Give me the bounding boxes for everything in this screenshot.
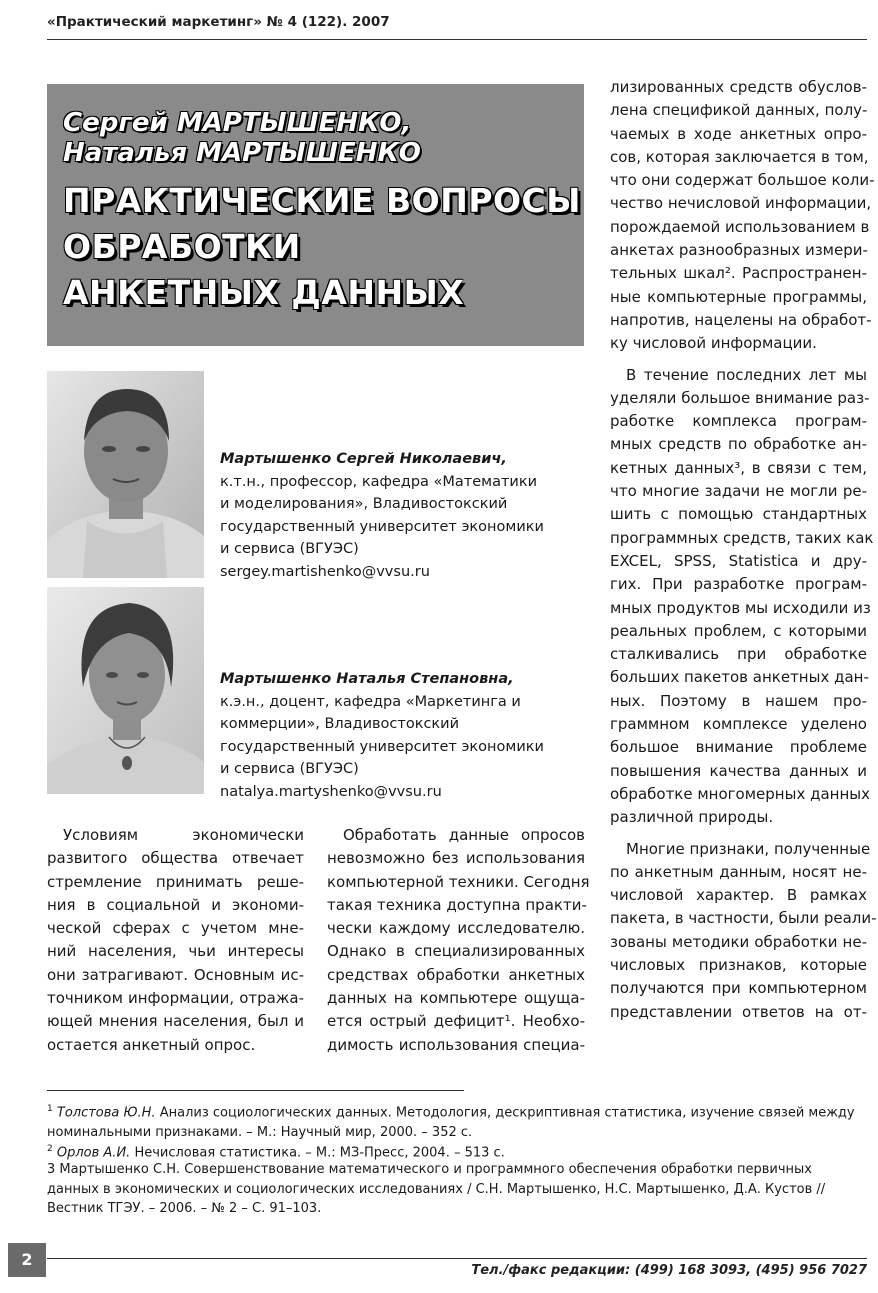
footnote-rule — [47, 1090, 464, 1091]
text-line: тельных шкал². Распространен- — [610, 264, 867, 283]
body-column-2 — [327, 824, 590, 1057]
text-line: такая техника доступна практи- — [327, 895, 587, 914]
footer-rule — [47, 1258, 867, 1259]
text-line: EXCEL, SPSS, Statistica и дру- — [610, 551, 867, 570]
text-line: повышения качества данных и — [610, 761, 867, 780]
editorial-contact: Тел./факс редакции: (499) 168 3093, (495) 956 7027 — [471, 1263, 867, 1278]
page-number: 2 — [8, 1243, 46, 1277]
text-line: работке комплекса програм- — [610, 412, 867, 431]
author-photo-1 — [47, 371, 204, 578]
author-2-line: и сервиса (ВГУЭС) — [220, 761, 359, 777]
author-bio-2 — [220, 668, 560, 803]
footnote-1-text: Анализ социологических данных. Методология, дескриптивная статистика, изучение связей между номинальными признаками. – М.: Научный мир, 2000. – 352 с. — [47, 1105, 855, 1140]
journal-header: «Практический маркетинг» № 4 (122). 2007 — [47, 14, 390, 30]
footnote-2-text: Нечисловая статистика. – М.: МЗ-Пресс, 2004. – 513 с. — [130, 1145, 505, 1161]
author-bio-1 — [220, 448, 560, 583]
text-line: средствах обработки анкетных — [327, 965, 585, 984]
author-1-email: sergey.martishenko@vvsu.ru — [220, 563, 430, 580]
text-line: невозможно без использования — [327, 849, 585, 868]
author-1-line: государственный университет экономики — [220, 518, 544, 535]
text-line: гих. При разработке програм- — [610, 575, 867, 594]
text-line: сов, которая заключается в том, — [610, 147, 869, 166]
text-line: что они содержат большое коли- — [610, 171, 875, 190]
footnote-1-number: 1 — [47, 1104, 53, 1114]
text-line: шить с помощью стандартных — [610, 505, 867, 524]
title-author-1: Сергей МАРТЫШЕНКО, — [63, 108, 412, 138]
title-block — [47, 84, 584, 346]
text-line: кетных данных³, в связи с тем, — [610, 458, 867, 477]
text-line: мных продуктов мы исходили из — [610, 598, 871, 617]
author-2-line: государственный университет экономики — [220, 738, 544, 755]
author-2-name: Мартышенко Наталья Степановна, — [220, 671, 514, 687]
author-1-line: к.т.н., профессор, кафедра «Математики — [220, 473, 538, 490]
article-title-line-3: АНКЕТНЫХ ДАННЫХ — [63, 273, 465, 312]
title-author-2: Наталья МАРТЫШЕНКО — [63, 138, 421, 168]
text-line: программных средств, таких как — [610, 528, 874, 547]
text-line: В течение последних лет мы — [626, 365, 867, 384]
text-line: они затрагивают. Основным ис- — [47, 965, 304, 984]
text-line: мных средств по обработке ан- — [610, 435, 867, 454]
body-column-1 — [47, 824, 304, 1057]
text-line: ные компьютерные программы, — [610, 287, 867, 306]
text-line: Обработать данные опросов — [343, 826, 585, 844]
text-line: данных на компьютере ощуща- — [327, 989, 585, 1008]
footnote-1 — [47, 1100, 867, 1142]
author-1-line: и моделирования», Владивостокский — [220, 496, 508, 512]
text-line: обработке многомерных данных — [610, 784, 870, 803]
text-line: представлении ответов на от- — [610, 1002, 867, 1021]
text-line: напротив, нацелены на обработ- — [610, 310, 872, 329]
text-line: Многие признаки, полученные — [626, 839, 871, 858]
text-line: ний населения, чьи интересы — [47, 942, 304, 961]
footnote-1-author: Толстова Ю.Н. — [56, 1105, 156, 1121]
text-line: лена спецификой данных, полу- — [610, 101, 868, 120]
text-line: числовой характер. В рамках — [610, 886, 867, 905]
text-line: большое внимание проблеме — [610, 738, 867, 757]
text-line: остается анкетный опрос. — [47, 1035, 256, 1054]
text-line: ется острый дефицит¹. Необхо- — [327, 1012, 585, 1031]
text-line: числовых признаков, которые — [610, 955, 867, 974]
author-1-name: Мартышенко Сергей Николаевич, — [220, 451, 507, 467]
text-line: различной природы. — [610, 808, 774, 827]
text-line: зованы методики обработки не- — [610, 932, 867, 951]
text-line: чество нечисловой информации, — [610, 194, 872, 213]
text-line: чески каждому исследователю. — [327, 919, 585, 938]
text-line: ку числовой информации. — [610, 334, 817, 353]
text-line: Условиям экономически — [63, 826, 304, 844]
text-line: развитого общества отвечает — [47, 849, 304, 868]
author-2-email: natalya.martyshenko@vvsu.ru — [220, 783, 442, 800]
footnote-3 — [47, 1160, 867, 1219]
text-line: граммном комплексе уделено — [610, 715, 867, 734]
text-line: лизированных средств обуслов- — [610, 78, 867, 96]
text-line: Однако в специализированных — [327, 942, 585, 961]
text-line: точником информации, отража- — [47, 989, 304, 1008]
text-line: ния в социальной и экономи- — [47, 895, 304, 914]
article-title-line-1: ПРАКТИЧЕСКИЕ ВОПРОСЫ — [63, 181, 581, 220]
text-line: ющей мнения населения, был и — [47, 1012, 304, 1031]
text-line: что многие задачи не могли ре- — [610, 482, 867, 501]
text-line: сталкивались при обработке — [610, 645, 867, 664]
footnote-3-text: 3 Мартышенко С.Н. Совершенствование математического и программного обеспечения обработки первичных данных в экономических и социологических исследованиях / С.Н. Мартышенко, Н.С. Мартышенко, Д.А. Кустов // Вестник ТГЭУ. – 2006. – № 2 – С. 91–103. — [47, 1162, 826, 1216]
text-line: компьютерной техники. Сегодня — [327, 872, 590, 891]
text-line: больших пакетов анкетных дан- — [610, 668, 869, 687]
text-line: ных. Поэтому в нашем про- — [610, 691, 867, 710]
author-2-line: коммерции», Владивостокский — [220, 716, 460, 732]
footnote-2-author: Орлов А.И. — [56, 1145, 131, 1161]
text-line: порождаемой использованием в — [610, 217, 870, 236]
text-line: уделяли большое внимание раз- — [610, 388, 870, 407]
author-2-line: к.э.н., доцент, кафедра «Маркетинга и — [220, 693, 521, 710]
text-line: реальных проблем, с которыми — [610, 621, 867, 640]
author-1-line: и сервиса (ВГУЭС) — [220, 541, 359, 557]
article-title-line-2: ОБРАБОТКИ — [63, 227, 301, 266]
author-photo-2 — [47, 587, 204, 794]
text-line: анкетах разнообразных измери- — [610, 241, 868, 260]
text-line: димость использования специа- — [327, 1035, 585, 1054]
text-line: чаемых в ходе анкетных опро- — [610, 124, 867, 143]
body-column-3 — [610, 76, 877, 1024]
text-line: ческой сферах с учетом мне- — [47, 919, 304, 938]
text-line: пакета, в частности, были реали- — [610, 909, 877, 928]
text-line: стремление принимать реше- — [47, 872, 304, 891]
footnote-2-number: 2 — [47, 1144, 53, 1154]
text-line: получаются при компьютерном — [610, 979, 867, 998]
text-line: по анкетным данным, носят не- — [610, 862, 867, 881]
header-rule — [47, 39, 867, 40]
